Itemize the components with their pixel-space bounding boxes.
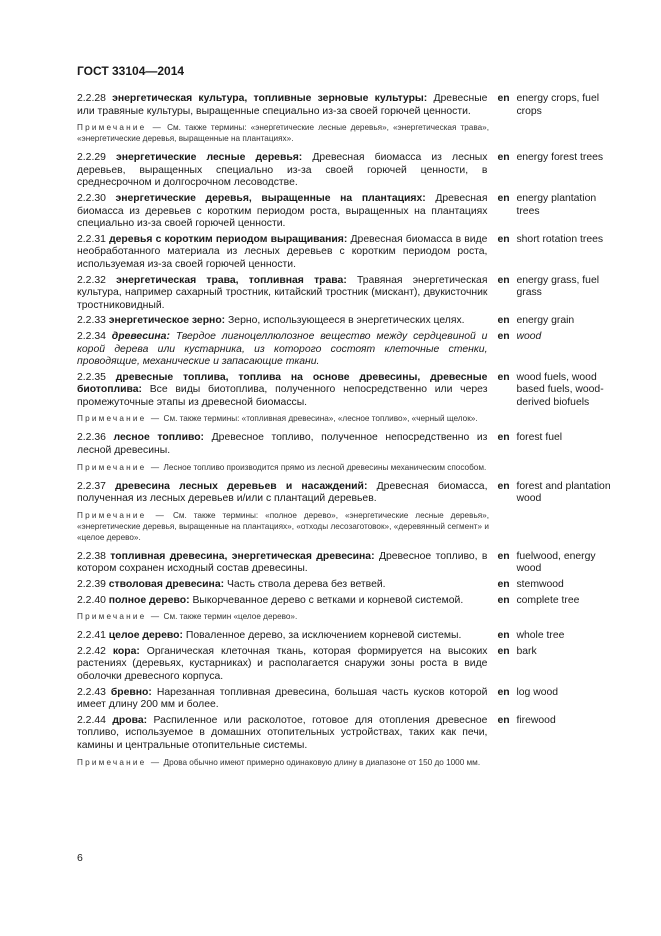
entry-term: дрова: xyxy=(112,714,148,726)
english-term: short rotation trees xyxy=(516,233,604,245)
entry-2-2-41 xyxy=(77,630,617,643)
entry-definition: Древесная биомасса из лесных деревьев, выращенных специально из-за своей горючей ценности, в среднесрочном и долгосрочном лесоводстве. xyxy=(77,152,488,189)
note-label: Примечание — xyxy=(77,414,162,424)
page-number: 6 xyxy=(77,852,83,864)
entry-number: 2.2.37 xyxy=(77,480,106,492)
entry-translation xyxy=(497,331,617,369)
entry-translation xyxy=(497,551,617,576)
english-term: forest and plantation wood xyxy=(516,480,611,505)
english-term: energy grass, fuel grass xyxy=(516,274,600,299)
note xyxy=(77,122,489,144)
entry-number: 2.2.29 xyxy=(77,152,106,164)
entry-translation xyxy=(497,234,617,272)
lang-code: en xyxy=(497,645,510,657)
entry-2-2-31 xyxy=(77,234,617,272)
lang-code: en xyxy=(497,480,510,492)
entry-term: топливная древесина, энергетическая древесина: xyxy=(110,550,375,562)
lang-code: en xyxy=(497,315,510,327)
lang-code: en xyxy=(497,630,510,642)
entry-definition: Древесная биомасса в виде необработанного материала из лесных деревьев с коротким периодом роста, используемая из-за своей горючей ценности. xyxy=(77,233,488,270)
entry-2-2-36 xyxy=(77,432,617,457)
entry-definition: Древесная биомасса, полученная из лесных деревьев и/или с плантаций деревьев. xyxy=(77,480,488,505)
entry-translation xyxy=(497,579,617,592)
entry-ru xyxy=(77,687,487,712)
lang-code: en xyxy=(497,93,510,104)
note-text: См. также термины: «полное дерево», «энергетические лесные деревья», «энергетические деревья, выращенные на плантациях», «отходы лесозаготовок», «деревянный сегмент» и «целое дерево». xyxy=(77,510,489,542)
entry-term: энергетические деревья, выращенные на плантациях: xyxy=(115,192,426,204)
entry-ru xyxy=(77,152,487,190)
english-term: energy plantation trees xyxy=(516,192,597,217)
entry-number: 2.2.41 xyxy=(77,630,106,642)
entry-translation xyxy=(497,315,617,328)
entry-term: энергетическая трава, топливная трава: xyxy=(116,274,347,286)
entry-ru xyxy=(77,630,487,643)
entry-2-2-40 xyxy=(77,595,617,608)
note-label: Примечание — xyxy=(77,462,162,472)
entry-translation xyxy=(497,715,617,753)
entry-translation xyxy=(497,481,617,506)
entry-number: 2.2.40 xyxy=(77,594,106,606)
entry-ru xyxy=(77,193,487,231)
lang-code: en xyxy=(497,152,510,164)
note xyxy=(77,611,489,622)
english-term: firewood xyxy=(516,714,556,726)
entry-number: 2.2.28 xyxy=(77,93,106,104)
english-term: whole tree xyxy=(516,630,565,642)
entry-translation xyxy=(497,372,617,410)
entry-definition: Часть ствола дерева без ветвей. xyxy=(226,579,386,591)
english-term: log wood xyxy=(516,686,559,698)
entry-definition: Древесные или травяные культуры, выращенные специально из-за своей горючей ценности. xyxy=(77,93,488,117)
entry-ru xyxy=(77,551,487,576)
entry-term: древесина: xyxy=(111,330,170,342)
entry-number: 2.2.36 xyxy=(77,432,106,444)
entry-term: древесные топлива, топлива на основе древесины, древесные биотоплива: xyxy=(77,371,488,396)
english-term: energy forest trees xyxy=(516,152,604,164)
english-term: stemwood xyxy=(516,579,564,591)
entry-definition: Древесное топливо, полученное непосредственно из лесной древесины. xyxy=(77,432,488,457)
english-term: wood xyxy=(516,330,542,342)
entry-ru xyxy=(77,432,487,457)
entry-number: 2.2.44 xyxy=(77,714,106,726)
lang-code: en xyxy=(497,594,510,606)
entry-2-2-32 xyxy=(77,275,617,313)
entry-translation xyxy=(497,646,617,684)
entry-translation xyxy=(497,595,617,608)
english-term: energy crops, fuel crops xyxy=(516,93,600,117)
lang-code: en xyxy=(497,371,510,383)
note xyxy=(77,413,489,424)
entry-definition: Твердое лигноцеллюлозное вещество между сердцевиной и корой дерева или кустарника, из которого состоят клеточные стенки, проводящие, механические и запасающие ткани. xyxy=(77,330,488,368)
entry-2-2-38 xyxy=(77,551,617,576)
entry-ru xyxy=(77,93,487,118)
entry-definition: Нарезанная топливная древесина, большая часть кусков которой имеет длину 200 мм и более. xyxy=(77,686,488,711)
note-label: Примечание — xyxy=(77,757,162,767)
entry-ru xyxy=(77,234,487,272)
entry-ru xyxy=(77,372,487,410)
note xyxy=(77,510,489,543)
note-text: См. также термины: «топливная древесина», «лесное топливо», «черный щелок». xyxy=(163,414,478,424)
english-term: forest fuel xyxy=(516,432,563,444)
english-term: energy grain xyxy=(516,315,575,327)
lang-code: en xyxy=(497,192,510,204)
entry-2-2-33 xyxy=(77,315,617,328)
entry-2-2-30 xyxy=(77,193,617,231)
entry-term: древесина лесных деревьев и насаждений: xyxy=(115,480,368,492)
note-text: Лесное топливо производится прямо из лесной древесины механическим способом. xyxy=(163,462,487,472)
english-term: wood fuels, wood based fuels, wood-derived biofuels xyxy=(516,371,604,408)
entry-number: 2.2.33 xyxy=(77,315,106,327)
entry-term: кора: xyxy=(112,645,140,657)
entry-definition: Травяная энергетическая культура, например сахарный тростник, китайский тростник (мискант), двукисточник тростниковидный. xyxy=(77,274,488,311)
lang-code: en xyxy=(497,579,510,591)
document-body xyxy=(77,93,617,776)
entry-ru xyxy=(77,315,487,328)
entry-term: целое дерево: xyxy=(108,630,183,642)
lang-code: en xyxy=(497,330,510,342)
entry-2-2-28 xyxy=(77,93,617,118)
entry-2-2-35 xyxy=(77,372,617,410)
lang-code: en xyxy=(497,432,510,444)
english-term: complete tree xyxy=(516,594,580,606)
entry-2-2-34 xyxy=(77,331,617,369)
english-term: bark xyxy=(516,645,537,657)
entry-number: 2.2.31 xyxy=(77,233,106,245)
entry-2-2-43 xyxy=(77,687,617,712)
entry-number: 2.2.30 xyxy=(77,192,106,204)
entry-number: 2.2.34 xyxy=(77,330,106,342)
lang-code: en xyxy=(497,686,510,698)
entry-definition: Все виды биотоплива, полученного непосредственно или через промежуточные этапы из древесной биомассы. xyxy=(77,384,488,408)
entry-term: полное дерево: xyxy=(108,594,190,606)
entry-ru xyxy=(77,715,487,753)
entry-2-2-44 xyxy=(77,715,617,753)
entry-ru xyxy=(77,481,487,506)
entry-term: энергетическое зерно: xyxy=(108,315,226,327)
entry-term: стволовая древесина: xyxy=(108,579,225,591)
entry-number: 2.2.39 xyxy=(77,579,106,591)
note-text: Дрова обычно имеют примерно одинаковую длину в диапазоне от 150 до 1000 мм. xyxy=(163,757,481,767)
entry-term: бревно: xyxy=(110,686,152,698)
entry-translation xyxy=(497,432,617,457)
entry-term: энергетическая культура, топливные зерновые культуры: xyxy=(112,93,428,104)
note-label: Примечание — xyxy=(77,123,164,133)
entry-ru xyxy=(77,595,487,608)
entry-translation xyxy=(497,275,617,313)
entry-definition: Органическая клеточная ткань, которая формируется на высоких растениях (деревьях, кустарниках) и располагается снаружи зоны роста в виде оболочки древесного корпуса. xyxy=(77,645,488,682)
entry-translation xyxy=(497,630,617,643)
note-label: Примечание — xyxy=(77,612,162,622)
entry-term: деревья с коротким периодом выращивания: xyxy=(109,233,348,245)
entry-definition: Выкорчеванное дерево с ветками и корневой системой. xyxy=(192,594,464,606)
note xyxy=(77,462,489,473)
entry-number: 2.2.43 xyxy=(77,686,106,698)
entry-number: 2.2.38 xyxy=(77,550,106,562)
entry-number: 2.2.42 xyxy=(77,645,106,657)
lang-code: en xyxy=(497,274,510,286)
entry-translation xyxy=(497,687,617,712)
entry-2-2-39 xyxy=(77,579,617,592)
entry-term: лесное топливо: xyxy=(113,432,205,444)
entry-translation xyxy=(497,93,617,118)
entry-definition: Зерно, использующееся в энергетических целях. xyxy=(228,315,465,327)
document-header: ГОСТ 33104—2014 xyxy=(77,64,185,78)
entry-2-2-29 xyxy=(77,152,617,190)
entry-definition: Распиленное или расколотое, готовое для отопления древесное топливо, используемое в домашних отопительных устройствах, таких как печи, камины и центральные отопительные системы. xyxy=(77,714,488,751)
lang-code: en xyxy=(497,714,510,726)
lang-code: en xyxy=(497,550,510,562)
note xyxy=(77,757,489,768)
note-label: Примечание — xyxy=(77,510,166,520)
english-term: fuelwood, energy wood xyxy=(516,550,596,575)
note-text: См. также термины: «энергетические лесные деревья», «энергетическая трава», «энергетические деревья, выращенные на плантациях». xyxy=(77,123,489,144)
entry-2-2-42 xyxy=(77,646,617,684)
entry-number: 2.2.35 xyxy=(77,371,106,383)
entry-ru xyxy=(77,579,487,592)
entry-translation xyxy=(497,193,617,231)
entry-definition: Древесная биомасса из деревьев с коротким периодом роста, выращенных на плантациях специально из-за своей горючей ценности. xyxy=(77,192,488,230)
entry-number: 2.2.32 xyxy=(77,274,106,286)
note-text: См. также термин «целое дерево». xyxy=(163,612,298,622)
lang-code: en xyxy=(497,233,510,245)
entry-translation xyxy=(497,152,617,190)
entry-ru xyxy=(77,331,487,369)
entry-ru xyxy=(77,646,487,684)
entry-ru xyxy=(77,275,487,313)
entry-2-2-37 xyxy=(77,481,617,506)
entry-term: энергетические лесные деревья: xyxy=(116,152,303,164)
entry-definition: Поваленное дерево, за исключением корневой системы. xyxy=(185,630,462,642)
entry-definition: Древесное топливо, в котором сохранен исходный состав древесины. xyxy=(77,550,488,575)
